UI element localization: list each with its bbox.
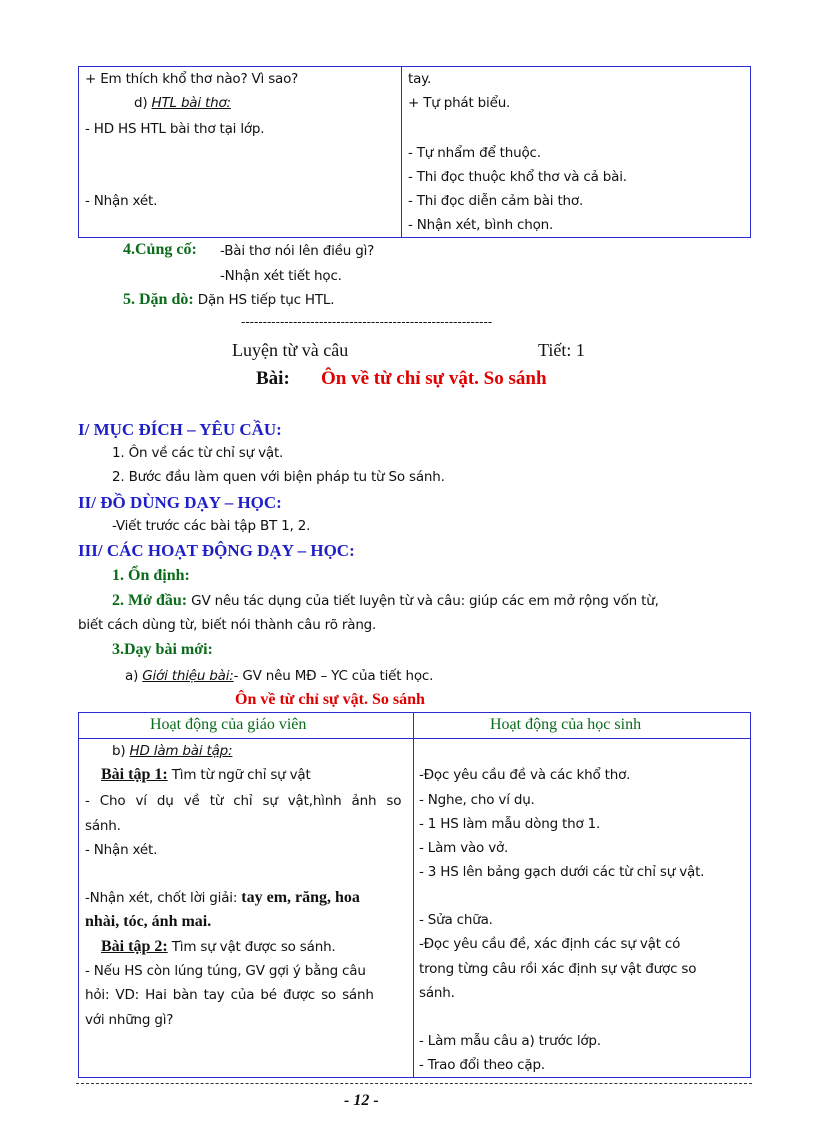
separator-line: ---------------------------------------------------------- <box>241 315 493 329</box>
cung-co-line-2: -Nhận xét tiết học. <box>220 268 342 284</box>
gioi-thieu-line <box>125 668 433 684</box>
student-line-6: - Sửa chữa. <box>419 912 493 928</box>
gioi-thieu-text: - GV nêu MĐ – YC của tiết học. <box>233 668 434 684</box>
top-left-line-1: + Em thích khổ thơ nào? Vì sao? <box>85 71 299 87</box>
teacher-line-3: - Nhận xét. <box>85 842 158 858</box>
top-right-line-4: - Thi đọc thuộc khổ thơ và cả bài. <box>408 169 627 185</box>
page-number: - 12 - <box>344 1092 379 1109</box>
top-right-line-5: - Thi đọc diễn cảm bài thơ. <box>408 193 584 209</box>
htl-prefix: d) <box>134 95 152 111</box>
section-muc-dich: I/ MỤC ĐÍCH – YÊU CẦU: <box>78 420 282 439</box>
bt2-text: Tìm sự vật được so sánh. <box>167 939 336 955</box>
bt1-label: Bài tập 1: <box>101 766 168 783</box>
student-line-10: - Làm mẫu câu a) trước lớp. <box>419 1033 601 1049</box>
bai-label: Bài: <box>256 368 290 389</box>
bt2-line <box>101 938 336 956</box>
hd-label: HD làm bài tập: <box>129 743 233 759</box>
teacher-line-2: sánh. <box>85 818 121 834</box>
bt2-label: Bài tập 2: <box>101 938 168 955</box>
teacher-line-4-answer: tay em, răng, hoa <box>241 889 360 906</box>
student-line-11: - Trao đổi theo cặp. <box>419 1057 545 1073</box>
hd-lam-bai-tap <box>112 743 232 759</box>
student-line-4: - Làm vào vở. <box>419 840 509 856</box>
header-student: Hoạt động của học sinh <box>490 716 642 733</box>
cung-co-label: 4.Củng cố: <box>123 241 197 258</box>
header-teacher: Hoạt động của giáo viên <box>150 716 307 733</box>
lesson-title: Ôn về từ chỉ sự vật. So sánh <box>321 368 547 389</box>
top-right-line-6: - Nhận xét, bình chọn. <box>408 217 554 233</box>
teacher-line-4 <box>85 889 360 907</box>
main-table-header-rule <box>78 738 750 739</box>
teacher-line-5: nhài, tóc, ánh mai. <box>85 913 212 930</box>
dan-do-text: Dặn HS tiếp tục HTL. <box>193 292 335 308</box>
teacher-line-7: hỏi: VD: Hai bàn tay của bé được so sánh <box>85 987 374 1003</box>
teacher-line-1: - Cho ví dụ về từ chỉ sự vật,hình ảnh so <box>85 793 402 809</box>
top-left-line-4: - Nhận xét. <box>85 193 158 209</box>
dan-do-line <box>123 291 334 309</box>
do-dung-item-1: -Viết trước các bài tập BT 1, 2. <box>112 518 311 534</box>
top-right-line-2: + Tự phát biểu. <box>408 95 511 111</box>
hd-prefix: b) <box>112 743 130 759</box>
teacher-line-6: - Nếu HS còn lúng túng, GV gợi ý bằng câu <box>85 963 366 979</box>
bt1-text: Tìm từ ngữ chỉ sự vật <box>167 767 311 783</box>
student-line-9: sánh. <box>419 985 455 1001</box>
muc-dich-item-2: 2. Bước đầu làm quen với biện pháp tu từ So sánh. <box>112 469 445 485</box>
teacher-line-8: với những gì? <box>85 1012 174 1028</box>
top-right-line-1: tay. <box>408 71 432 87</box>
main-table-divider <box>413 712 414 1077</box>
mo-dau-text-2: biết cách dùng từ, biết nói thành câu rõ ràng. <box>78 617 377 633</box>
teacher-line-4-prefix: -Nhận xét, chốt lời giải: <box>85 890 242 906</box>
mo-dau-text: GV nêu tác dụng của tiết luyện từ và câu: giúp các em mở rộng vốn từ, <box>187 593 659 609</box>
dan-do-label: 5. Dặn dò: <box>123 291 194 308</box>
period-label: Tiết: 1 <box>538 340 585 360</box>
section-hoat-dong: III/ CÁC HOẠT ĐỘNG DẠY – HỌC: <box>78 541 355 560</box>
on-dinh-label: 1. Ổn định: <box>112 567 190 584</box>
htl-label: HTL bài thơ: <box>151 95 231 111</box>
top-left-line-2 <box>134 95 231 111</box>
student-line-5: - 3 HS lên bảng gạch dưới các từ chỉ sự vật. <box>419 864 705 880</box>
top-left-line-3: - HD HS HTL bài thơ tại lớp. <box>85 121 265 137</box>
bt1-line <box>101 766 311 784</box>
top-right-line-3: - Tự nhẩm để thuộc. <box>408 145 541 161</box>
day-bai-moi-label: 3.Dạy bài mới: <box>112 641 213 658</box>
muc-dich-item-1: 1. Ôn về các từ chỉ sự vật. <box>112 445 284 461</box>
top-table-divider <box>401 66 402 237</box>
student-line-7: -Đọc yêu cầu đề, xác định các sự vật có <box>419 936 681 952</box>
footer-rule <box>76 1083 752 1084</box>
subject-label: Luyện từ và câu <box>232 340 349 360</box>
mo-dau-line <box>112 592 659 610</box>
student-line-8: trong từng câu rồi xác định sự vật được so <box>419 961 697 977</box>
student-line-3: - 1 HS làm mẫu dòng thơ 1. <box>419 816 601 832</box>
student-line-1: -Đọc yêu cầu đề và các khổ thơ. <box>419 767 631 783</box>
gioi-thieu-prefix: a) <box>125 668 143 684</box>
cung-co-line-1: -Bài thơ nói lên điều gì? <box>220 243 375 259</box>
student-line-2: - Nghe, cho ví dụ. <box>419 792 535 808</box>
gioi-thieu-label: Giới thiệu bài: <box>142 668 234 684</box>
mo-dau-label: 2. Mở đầu: <box>112 592 188 609</box>
section-do-dung: II/ ĐỒ DÙNG DẠY – HỌC: <box>78 493 282 512</box>
sub-title: Ôn về từ chỉ sự vật. So sánh <box>235 691 425 708</box>
